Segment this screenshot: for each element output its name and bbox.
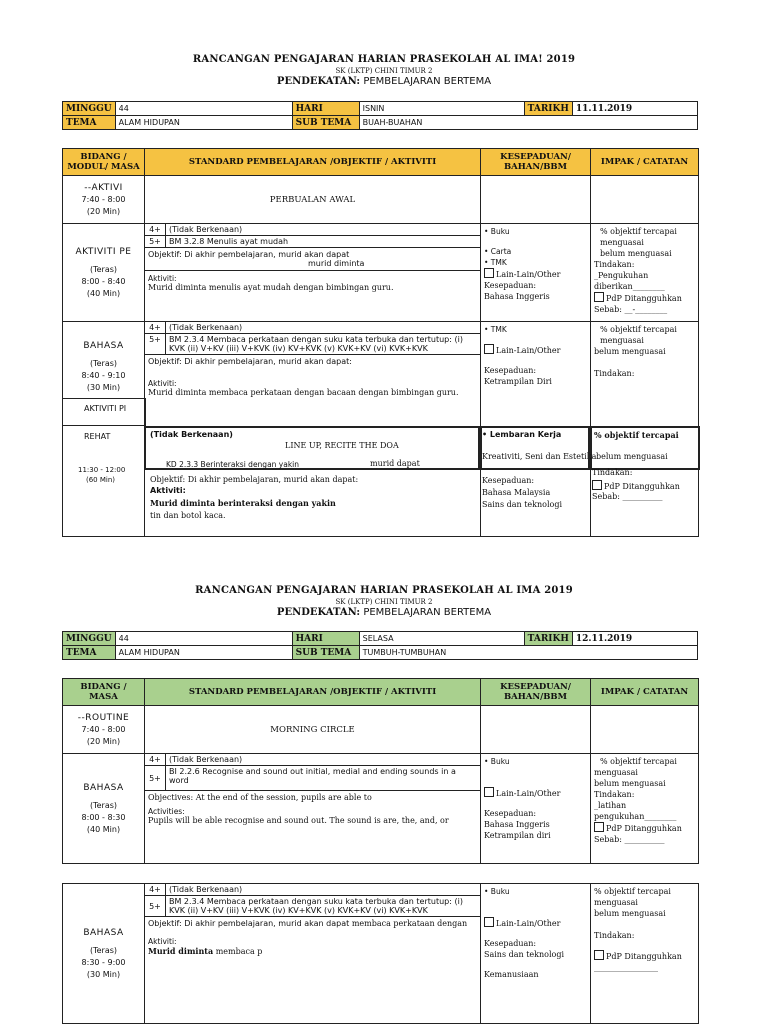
hari-value: ISNIN: [359, 102, 524, 116]
bidang-cell: BAHASA (Teras) 8:40 - 9:10 (30 Min): [63, 322, 145, 537]
lesson-table: [62, 678, 699, 1024]
bahan-cell: [481, 706, 591, 754]
bidang-cell: BAHASA (Teras) 8:00 - 8:30 (40 Min): [63, 754, 145, 864]
header-impak: IMPAK / CATATAN: [591, 679, 699, 706]
overlap-bahasa-malaysia: Bahasa Malaysia: [482, 488, 551, 497]
bahan-cell: [481, 176, 591, 224]
row-spacer: [63, 864, 699, 884]
minggu-label: MINGGU: [63, 632, 116, 646]
tarikh-value: 12.11.2019: [572, 632, 697, 646]
objektif-text: Objektif: Di akhir pembelajaran, murid akan dapat:: [148, 357, 352, 366]
plan-title: RANCANGAN PENGAJARAN HARIAN PRASEKOLAH AL IMA 2019: [195, 585, 573, 596]
page-header: [0, 585, 768, 618]
overlap-duration: (60 Min): [86, 476, 116, 484]
bahan-cell: • Buku Lain-Lain/Other Kesepaduan: Sains dan teknologi Kemanusiaan: [481, 884, 591, 1024]
overlap-imp5: Sebab: __________: [592, 492, 663, 501]
table-row: [63, 754, 699, 864]
pdp-checkbox[interactable]: [594, 292, 604, 302]
impak-cell: % objektif tercapai menguasai belum menguasai Tindakan: PdP Ditangguhkan ________________: [591, 884, 699, 1024]
impak-cell: % objektif tercapai menguasai belum menguasai Tindakan: _Pengukuhan diberikan________ PdP Ditangguhkan Sebab: __-________: [591, 224, 699, 322]
overlap-aktiviti-pi: AKTIVITI PI: [84, 404, 127, 413]
overlap-lembaran: • Lembaran Kerja: [482, 430, 562, 439]
aktiviti-text: Activities: Pupils will be able recognise and sound out. The sound is are, the, and, or: [148, 807, 449, 825]
bidang-cell: BAHASA (Teras) 8:30 - 9:00 (30 Min): [63, 884, 145, 1024]
bahan-cell: • Buku • Carta • TMK Lain-Lain/Other Kesepaduan: Bahasa Inggeris: [481, 224, 591, 322]
overlap-sains: Sains dan teknologi: [482, 500, 563, 509]
objektif-text: Objectives: At the end of the session, pupils are able to: [148, 793, 372, 802]
tarikh-value: 11.11.2019: [572, 102, 697, 116]
tema-label: TEMA: [63, 116, 116, 130]
minggu-value: 44: [115, 632, 292, 646]
pendekatan-line: PENDEKATAN: PEMBELAJARAN BERTEMA: [276, 607, 492, 618]
subtema-label: SUB TEMA: [292, 116, 359, 130]
activity-cell: PERBUALAN AWAL: [145, 176, 481, 224]
table-row: [63, 224, 699, 322]
hari-value: SELASA: [359, 632, 524, 646]
activity-cell: MORNING CIRCLE: [145, 706, 481, 754]
overlap-aktiviti: Aktiviti:: [150, 486, 186, 495]
info-table: [62, 631, 698, 660]
aktiviti-text: Aktiviti: Murid diminta membaca perkataan dengan bacaan dengan bimbingan guru.: [148, 379, 459, 397]
header-standard: STANDARD PEMBELAJARAN /OBJEKTIF / AKTIVITI: [145, 149, 481, 176]
tarikh-label: TARIKH: [524, 102, 572, 116]
overlap-kesepaduan: Kesepaduan:: [482, 476, 535, 485]
overlap-imp2: belum menguasai: [596, 452, 668, 461]
lain-checkbox[interactable]: [484, 787, 494, 797]
overlap-imp1: % objektif tercapai: [594, 430, 679, 440]
school-name: SK (LKTP) CHINI TIMUR 2: [335, 598, 433, 606]
subtema-label: SUB TEMA: [292, 646, 359, 660]
overlap-murid: Murid diminta berinteraksi dengan yakin: [150, 498, 336, 508]
header-standard: STANDARD PEMBELAJARAN /OBJEKTIF / AKTIVITI: [145, 679, 481, 706]
pdp-checkbox[interactable]: [594, 950, 604, 960]
hari-label: HARI: [292, 632, 359, 646]
overlap-objektif: Objektif: Di akhir pembelajaran, murid akan dapat:: [150, 475, 359, 484]
header-kesepaduan: KESEPADUAN/ BAHAN/BBM: [481, 149, 591, 176]
impak-cell: % objektif tercapai menguasai belum menguasai Tindakan:: [591, 322, 699, 537]
impak-cell: [591, 176, 699, 224]
lain-checkbox[interactable]: [484, 344, 494, 354]
overlap-imp4: PdP Ditangguhkan: [592, 480, 680, 491]
header-impak: IMPAK / CATATAN: [591, 149, 699, 176]
overlap-line-up: LINE UP, RECITE THE DOA: [285, 441, 399, 450]
tarikh-label: TARIKH: [524, 632, 572, 646]
minggu-value: 44: [115, 102, 292, 116]
standard-cell: 4+ (Tidak Berkenaan) 5+ BM 2.3.4 Membaca perkataan dengan suku kata terbuka dan tertutup: (i) KVK (ii) V+KV (iii) V+KVK (iv) KV+KVK (v) KVK+KV (vi) KVK+KVK Objektif: Di akhir pembelajaran, murid akan dapat: Aktiviti: Murid diminta membaca perkataan dengan bacaan dengan bimbingan guru.: [145, 322, 481, 537]
overlap-murid-dapat: murid dapat: [370, 459, 420, 468]
lain-checkbox[interactable]: [484, 917, 494, 927]
overlap-rehat: REHAT: [84, 432, 111, 441]
tema-value: ALAM HIDUPAN: [115, 646, 292, 660]
info-table: [62, 101, 698, 130]
pdp-checkbox[interactable]: [592, 480, 602, 490]
bahan-cell: • Buku Lain-Lain/Other Kesepaduan: Bahasa Inggeris Ketrampilan diri: [481, 754, 591, 864]
objektif-text: Objektif: Di akhir pembelajaran, murid akan dapat membaca perkataan dengan: [148, 919, 468, 928]
standard-cell: 4+ (Tidak Berkenaan) 5+ BM 2.3.4 Membaca perkataan dengan suku kata terbuka dan tertutup: (i) KVK (ii) V+KV (iii) V+KVK (iv) KV+KVK (v) KVK+KV (vi) KVK+KVK Objektif: Di akhir pembelajaran, murid akan dapat membaca perkataan dengan Aktiviti: Murid diminta membaca p: [145, 884, 481, 1024]
overlap-time: 11:30 - 12:00: [78, 466, 126, 474]
standard-cell: 4+ (Tidak Berkenaan) 5+ BM 3.2.8 Menulis ayat mudah Objektif: Di akhir pembelajaran, murid akan dapat murid diminta Aktiviti: Murid diminta menulis ayat mudah dengan bimbingan guru.: [145, 224, 481, 322]
table-row: [63, 884, 699, 1024]
bidang-cell: --ROUTINE 7:40 - 8:00 (20 Min): [63, 706, 145, 754]
tema-label: TEMA: [63, 646, 116, 660]
subtema-value: TUMBUH-TUMBUHAN: [359, 646, 697, 660]
tema-value: ALAM HIDUPAN: [115, 116, 292, 130]
subtema-value: BUAH-BUAHAN: [359, 116, 697, 130]
table-row: [63, 706, 699, 754]
bahan-cell: • TMK Lain-Lain/Other Kesepaduan: Ketrampilan Diri: [481, 322, 591, 537]
standard-cell: 4+ (Tidak Berkenaan) 5+ BI 2.2.6 Recognise and sound out initial, medial and ending sounds in a word Objectives: At the end of the session, pupils are able to Activities: Pupils will be able recognise and sound out. The sound is are, the, and, or: [145, 754, 481, 864]
table-row: [63, 176, 699, 224]
school-name: SK (LKTP) CHINI TIMUR 2: [335, 67, 433, 75]
overlap-imp3: Tindakan:: [592, 468, 633, 477]
header-bidang: BIDANG / MODUL/ MASA: [63, 149, 145, 176]
bidang-cell: --AKTIVI 7:40 - 8:00 (20 Min): [63, 176, 145, 224]
aktiviti-text: Aktiviti: Murid diminta membaca p: [148, 937, 263, 956]
overlap-tin: tin dan botol kaca.: [150, 511, 226, 520]
bidang-cell: AKTIVITI PE (Teras) 8:00 - 8:40 (40 Min): [63, 224, 145, 322]
pdp-checkbox[interactable]: [594, 822, 604, 832]
header-kesepaduan: KESEPADUAN/ BAHAN/BBM: [481, 679, 591, 706]
overlap-kd: KD 2.3.3 Berinteraksi dengan yakin: [166, 460, 300, 469]
plan-title: RANCANGAN PENGAJARAN HARIAN PRASEKOLAH AL IMA! 2019: [192, 54, 576, 65]
overlap-kreativiti: Kreativiti, Seni dan Estetika: [482, 452, 597, 461]
impak-cell: % objektif tercapai menguasai belum menguasai Tindakan: _latihan pengukuhan________ PdP Ditangguhkan Sebab: __________: [591, 754, 699, 864]
hari-label: HARI: [292, 102, 359, 116]
impak-cell: [591, 706, 699, 754]
pendekatan-line: PENDEKATAN: PEMBELAJARAN BERTEMA: [276, 76, 492, 87]
header-bidang: BIDANG / MASA: [63, 679, 145, 706]
overlap-tidak: (Tidak Berkenaan): [150, 430, 233, 439]
page-header: [0, 54, 768, 87]
lain-checkbox[interactable]: [484, 268, 494, 278]
minggu-label: MINGGU: [63, 102, 116, 116]
objektif-text: Objektif: Di akhir pembelajaran, murid akan dapat murid diminta: [145, 248, 480, 271]
aktiviti-text: Aktiviti: Murid diminta menulis ayat mudah dengan bimbingan guru.: [148, 274, 394, 292]
